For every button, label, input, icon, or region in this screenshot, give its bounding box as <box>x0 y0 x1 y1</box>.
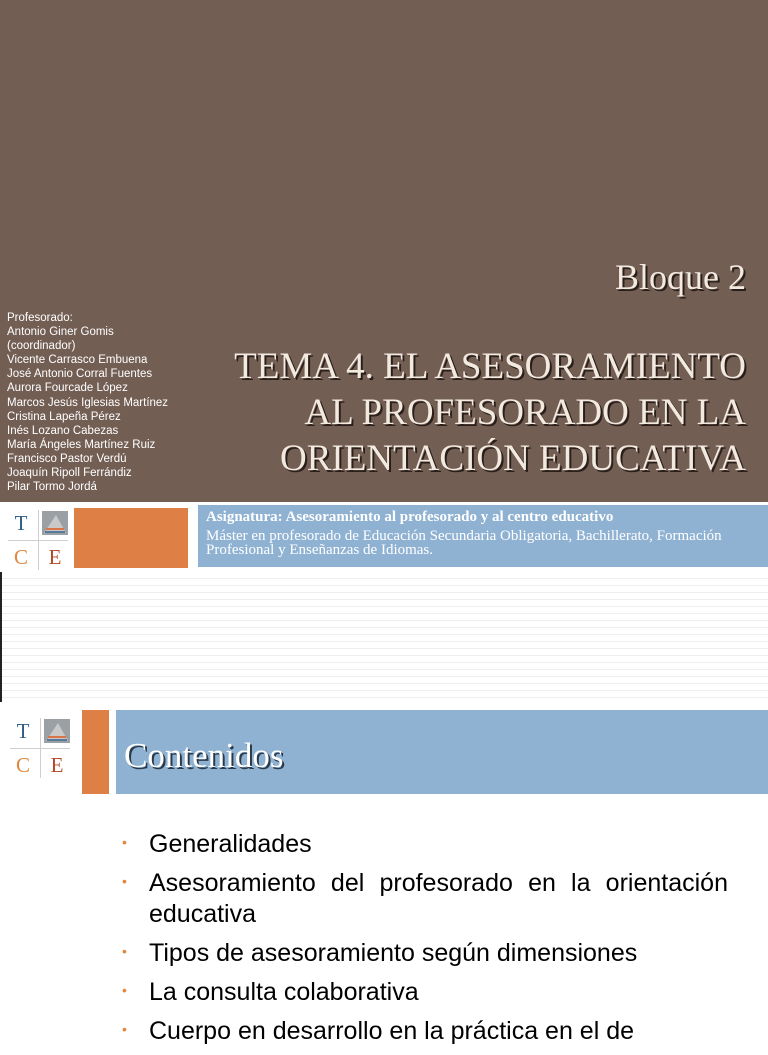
contents-title: Contenidos <box>124 736 284 775</box>
logo-letter-e: E <box>50 752 64 777</box>
profesorado-label: Profesorado: <box>7 312 73 324</box>
list-item <box>118 938 728 969</box>
title-slide <box>0 0 768 502</box>
logo-letter-t: T <box>16 718 30 743</box>
professor-name: María Ángeles Martínez Ruiz <box>7 438 156 451</box>
logo-divider <box>8 540 68 541</box>
logo-divider <box>10 748 70 749</box>
bullet-icon: • <box>122 834 127 850</box>
triangle-emblem-icon <box>38 506 72 540</box>
list-item <box>118 868 728 930</box>
professor-name: Aurora Fourcade López <box>7 382 128 395</box>
tema-line-2: AL PROFESORADO EN LA <box>304 392 746 433</box>
bloque-heading: Bloque 2 <box>615 257 746 297</box>
professor-name: Marcos Jesús Iglesias Martínez <box>7 396 169 409</box>
list-item <box>118 829 728 860</box>
professor-name: Cristina Lapeña Pérez <box>7 410 121 423</box>
professor-name: Vicente Carrasco Embuena <box>7 354 148 367</box>
logo-letter-c: C <box>13 544 28 569</box>
professor-name: Antonio Giner Gomis <box>7 326 114 339</box>
contents-list <box>118 829 728 1055</box>
bullet-icon: • <box>122 982 127 998</box>
asignatura-text: Asignatura: Asesoramiento al profesorado y al centro educativo <box>206 509 614 525</box>
master-text: Máster en profesorado de Educación Secundaria Obligatoria, Bachillerato, Formación Profesional y Enseñanzas de Idiomas. <box>206 528 722 558</box>
list-item-text: Asesoramiento del profesorado en la orientación educativa <box>149 869 728 928</box>
orange-accent-block <box>74 508 188 568</box>
list-item-text: Cuerpo en desarrollo en la práctica en el de <box>149 1017 635 1045</box>
professor-name: Joaquín Ripoll Ferrándiz <box>7 467 132 480</box>
bullet-icon: • <box>122 1021 127 1037</box>
profesorado-list <box>7 311 168 494</box>
logo-letter-e: E <box>48 544 62 569</box>
triangle-emblem-icon <box>40 714 74 748</box>
bullet-icon: • <box>122 943 127 959</box>
slide-edge <box>0 572 2 702</box>
list-item <box>118 1016 728 1047</box>
professor-name: Pilar Tormo Jordá <box>7 481 97 494</box>
professor-name: José Antonio Corral Fuentes <box>7 368 153 381</box>
slide-gap <box>0 572 768 702</box>
logo-letter-c: C <box>15 752 30 777</box>
bullet-icon: • <box>122 873 127 889</box>
list-item-text: La consulta colaborativa <box>149 978 419 1006</box>
professor-name: Inés Lozano Cabezas <box>7 424 119 437</box>
orange-accent-bar <box>82 710 109 794</box>
professor-name: (coordinador) <box>7 340 76 353</box>
tema-line-3: ORIENTACIÓN EDUCATIVA <box>279 438 746 479</box>
list-item-text: Tipos de asesoramiento según dimensiones <box>149 939 638 967</box>
logo-letter-t: T <box>14 510 28 535</box>
tema-line-1: TEMA 4. EL ASESORAMIENTO <box>234 346 746 387</box>
list-item-text: Generalidades <box>149 830 312 858</box>
professor-name: Francisco Pastor Verdú <box>7 452 127 465</box>
tce-logo <box>6 714 74 782</box>
tema-title <box>186 344 746 482</box>
tce-logo <box>4 506 72 574</box>
list-item <box>118 977 728 1008</box>
